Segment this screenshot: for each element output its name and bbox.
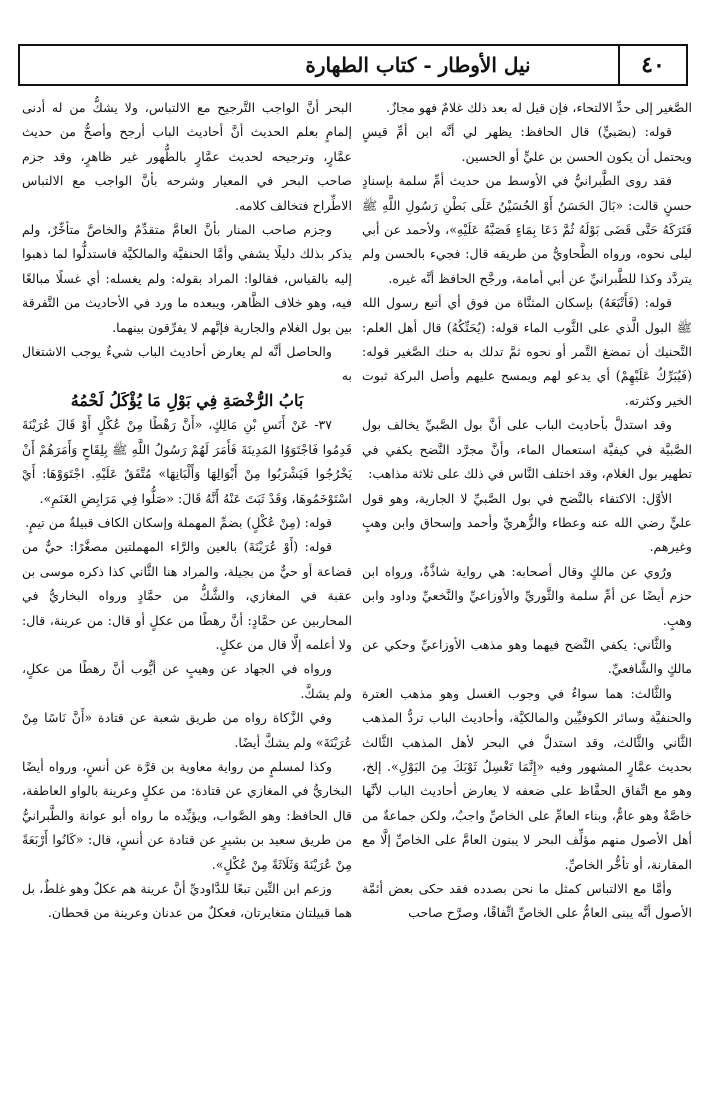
paragraph: الأوَّل: الاكتفاء بالنَّضح في بول الصَّبيِّ لا الجارية، وهو قول عليٍّ رضي الله عنه وعطاء والزُّهريِّ وأحمد وإسحاق وابن وهبٍ وغيرهم. (362, 490, 692, 555)
right-column (362, 96, 692, 1100)
paragraph: قوله: (مِنْ عُكْلٍ) بضمِّ المهملة وإسكان الكاف قبيلةٌ من تيمٍ. (25, 514, 332, 530)
paragraph: الصَّغير إلى حدِّ الالتحاء، فإن قيل له بعد ذلك غلامٌ فهو مجازٌ. (386, 100, 692, 115)
chapter-heading: بَابُ الرُّخْصَةِ فِي بَوْلِ مَا يُؤْكَلُ لَحْمُهُ (70, 390, 304, 410)
paragraph: وجزم صاحب المنار بأنَّ العامَّ متقدِّمٌ والخاصَّ متأخِّرٌ، ولم يذكر بذلك دليلًا يشفي وأمَّا الحنفيَّة والمالكيَّة فاستدلُّوا لما ذهبوا إليه بالقياس، فقالوا: المراد بقوله: ولم يغسله: أي غسلًا مبالغًا فيه، وهو خلاف الظَّاهر، ويبعده ما ورد في الأحاديث من التَّفرقة بين بول الغلام والجارية فإنَّهم لا يفرِّقون بينهما. (22, 222, 352, 335)
left-column (22, 96, 352, 1100)
paragraph: والحاصل أنَّه لم يعارض أحاديث الباب شيءٌ يوجب الاشتغال به (22, 344, 352, 384)
paragraph: وقد استدلَّ بأحاديث الباب على أنَّ بول الصَّبيِّ يخالف بول الصَّبيَّة في كيفيَّة استعمال الماء، وأنَّ مجرَّد النَّضح يكفي في تطهير بول الغلام، وقد اختلف النَّاس في ذلك على ثلاثة مذاهب: (362, 417, 692, 482)
paragraph: ورُوي عن مالكٍ وقال أصحابه: هي رواية شاذَّةٌ، ورواه ابن حزم أيضًا عن أمِّ سلمة والثَّوريِّ والأوزاعيِّ والنَّخعيِّ وداود وابن وهبٍ. (362, 563, 692, 628)
page-header (18, 44, 688, 86)
paragraph: والثَّالث: هما سواءٌ في وجوب الغسل وهو مذهب العترة والحنفيَّة وسائر الكوفيِّين والمالكيَّة، وأحاديث الباب تردُّ المذهب الثَّاني والثَّالث، وقد استدلَّ في البحر لأهل المذهب الثَّالث بحديث عمَّارٍ المشهور وفيه «إِنَّمَا تَغْسِلُ ثَوْبَكَ مِنَ البَوْلِ». إلخ، وهو مع اتِّفاق الحفَّاظ على ضعفه لا يعارض أحاديث الباب لأنَّها خاصَّةٌ وهو عامٌّ، وبناء العامِّ على الخاصِّ واجبٌ، ولكن جماعةٌ من أهل الأصول منهم مؤلِّف البحر لا يبنون العامَّ على الخاصِّ إلَّا مع المقارنة، أو تأخُّر الخاصِّ. (362, 685, 692, 872)
paragraph: فقد روى الطَّبرانيُّ في الأوسط من حديث أمِّ سلمة بإسنادٍ حسنٍ قالت: «بَالَ الحَسَنُ أَوْ الحُسَيْنُ عَلَى بَطْنِ رَسُولِ اللَّهِ ﷺ فَتَرَكَهُ حَتَّى قَضَى بَوْلَهُ ثُمَّ دَعَا بِمَاءٍ فَصَبَّهُ عَلَيْهِ»، ولأحمد عن أبي ليلى نحوه، ورواه الطَّحاويُّ من طريقه قال: فجيء بالحسن ولم يتردَّد وكذا للطَّبرانيِّ عن أبي أمامة، ورجَّح الحافظ أنَّه غيره. (362, 173, 692, 286)
paragraph: والثَّاني: يكفي النَّضح فيهما وهو مذهب الأوزاعيِّ وحكي عن مالكٍ والشَّافعيِّ. (362, 636, 692, 677)
paragraph: وأمَّا مع الالتباس كمثل ما نحن بصدده فقد حكى بعض أئمَّة الأصول أنَّه يبنى العامُّ على الخاصِّ اتِّفاقًا، وصرَّح صاحب (362, 881, 692, 921)
page-number: ٤٠ (618, 46, 686, 84)
paragraph: وزعم ابن التِّين تبعًا للدَّاوديِّ أنَّ عرينة هم عكلٌ وهو غلطٌ، بل هما قبيلتان متغايرتان، فعكلٌ من عدنان وعرينة من قحطان. (22, 881, 352, 921)
running-title: نيل الأوطار - كتاب الطهارة (305, 53, 531, 77)
paragraph: وكذا لمسلمٍ من رواية معاوية بن قرَّة عن أنسٍ، ورواه أيضًا البخاريُّ في المغازي عن قتادة: من عكلٍ وعرينة بالواو العاطفة، قال الحافظ: وهو الصَّواب، ويؤيِّده ما رواه أبو عوانة والطَّبرانيُّ من طريق سعيد بن بشيرٍ عن قتادة عن أنسٍ، قال: «كَانُوا أَرْبَعَةً مِنْ عُرَيْنَةَ وَثَلَاثَةً مِنْ عُكْلٍ». (22, 758, 352, 872)
paragraph: وفي الزَّكاة رواه من طريق شعبة عن قتادة «أَنَّ نَاسًا مِنْ عُرَيْنَةَ» ولم يشكَّ أيضًا. (22, 710, 352, 750)
paragraph: ورواه في الجهاد عن وهيبٍ عن أيُّوب أنَّ رهطًا من عكلٍ، ولم يشكَّ. (22, 661, 352, 701)
paragraph: قوله: (فَأَتْبَعَهُ) بإسكان المثنَّاة من فوق أي أتبع رسول الله ﷺ البول الَّذي على الثَّوب الماء قوله: (يُحَنِّكُهُ) قال أهل العلم: التَّحنيك أن تمضغ التَّمر أو نحوه ثمَّ تدلك به حنك الصَّغير قوله: (فَيُبَرِّكُ عَلَيْهِمْ) أي يدعو لهم ويمسح عليهم وأصل البركة ثبوت الخير وكثرته. (362, 295, 692, 408)
paragraph: قوله: (أَوْ عُرَيْنَةَ) بالعين والرَّاء المهملتين مصغَّرًا: حيٌّ من قضاعة أو حيٌّ من بجيلة، والمراد هنا الثَّاني كذا ذكره موسى بن عقبة في المغازي، والشَّكُّ من حمَّادٍ ورواه البخاريُّ في المحاربين عن حمَّادٍ: أنَّ رهطًا من عكلٍ أو قال: من عرينة، قال: ولا أعلمه إلَّا قال من عكلٍ. (22, 539, 352, 652)
hadith-paragraph: ٣٧- عَنْ أَنَسِ بْنِ مَالِكٍ، «أَنَّ رَهْطًا مِنْ عُكْلٍ أَوْ قَالَ عُرَيْنَةَ قَدِمُوا فَاجْتَوَوُا المَدِينَةَ فَأَمَرَ لَهُمْ رَسُولُ اللَّهِ ﷺ بِلِقَاحٍ وَأَمَرَهُمْ أَنْ يَخْرُجُوا فَيَشْرَبُوا مِنْ أَبْوَالِهَا وَأَلْبَانِهَا» مُتَّفَقٌ عَلَيْهِ. اجْتَوَوْهَا: أَيْ اسْتَوْخَمُوهَا، وَقَدْ ثَبَتَ عَنْهُ أَنَّهُ قَالَ: «صَلُّوا فِي مَرَابِضِ الغَنَمِ». (22, 417, 352, 506)
paragraph: قوله: (بصَبيٍّ) قال الحافظ: يظهر لي أنَّه ابن أمِّ قيسٍ ويحتمل أن يكون الحسن بن عليٍّ أو الحسين. (362, 124, 692, 164)
paragraph: البحر أنَّ الواجب التَّرجيح مع الالتباس، ولا يشكُّ من له أدنى إلمامٍ بعلم الحديث أنَّ أحاديث الباب أرجح وأصحُّ من حديث عمَّارٍ، وترجيحه لحديث عمَّارٍ بالطُّهور غير ظاهرٍ، وقد جزم صاحب البحر في المعيار وشرحه بأنَّ الواجب مع الالتباس الاطِّراح فتخالف كلامه. (22, 100, 352, 213)
